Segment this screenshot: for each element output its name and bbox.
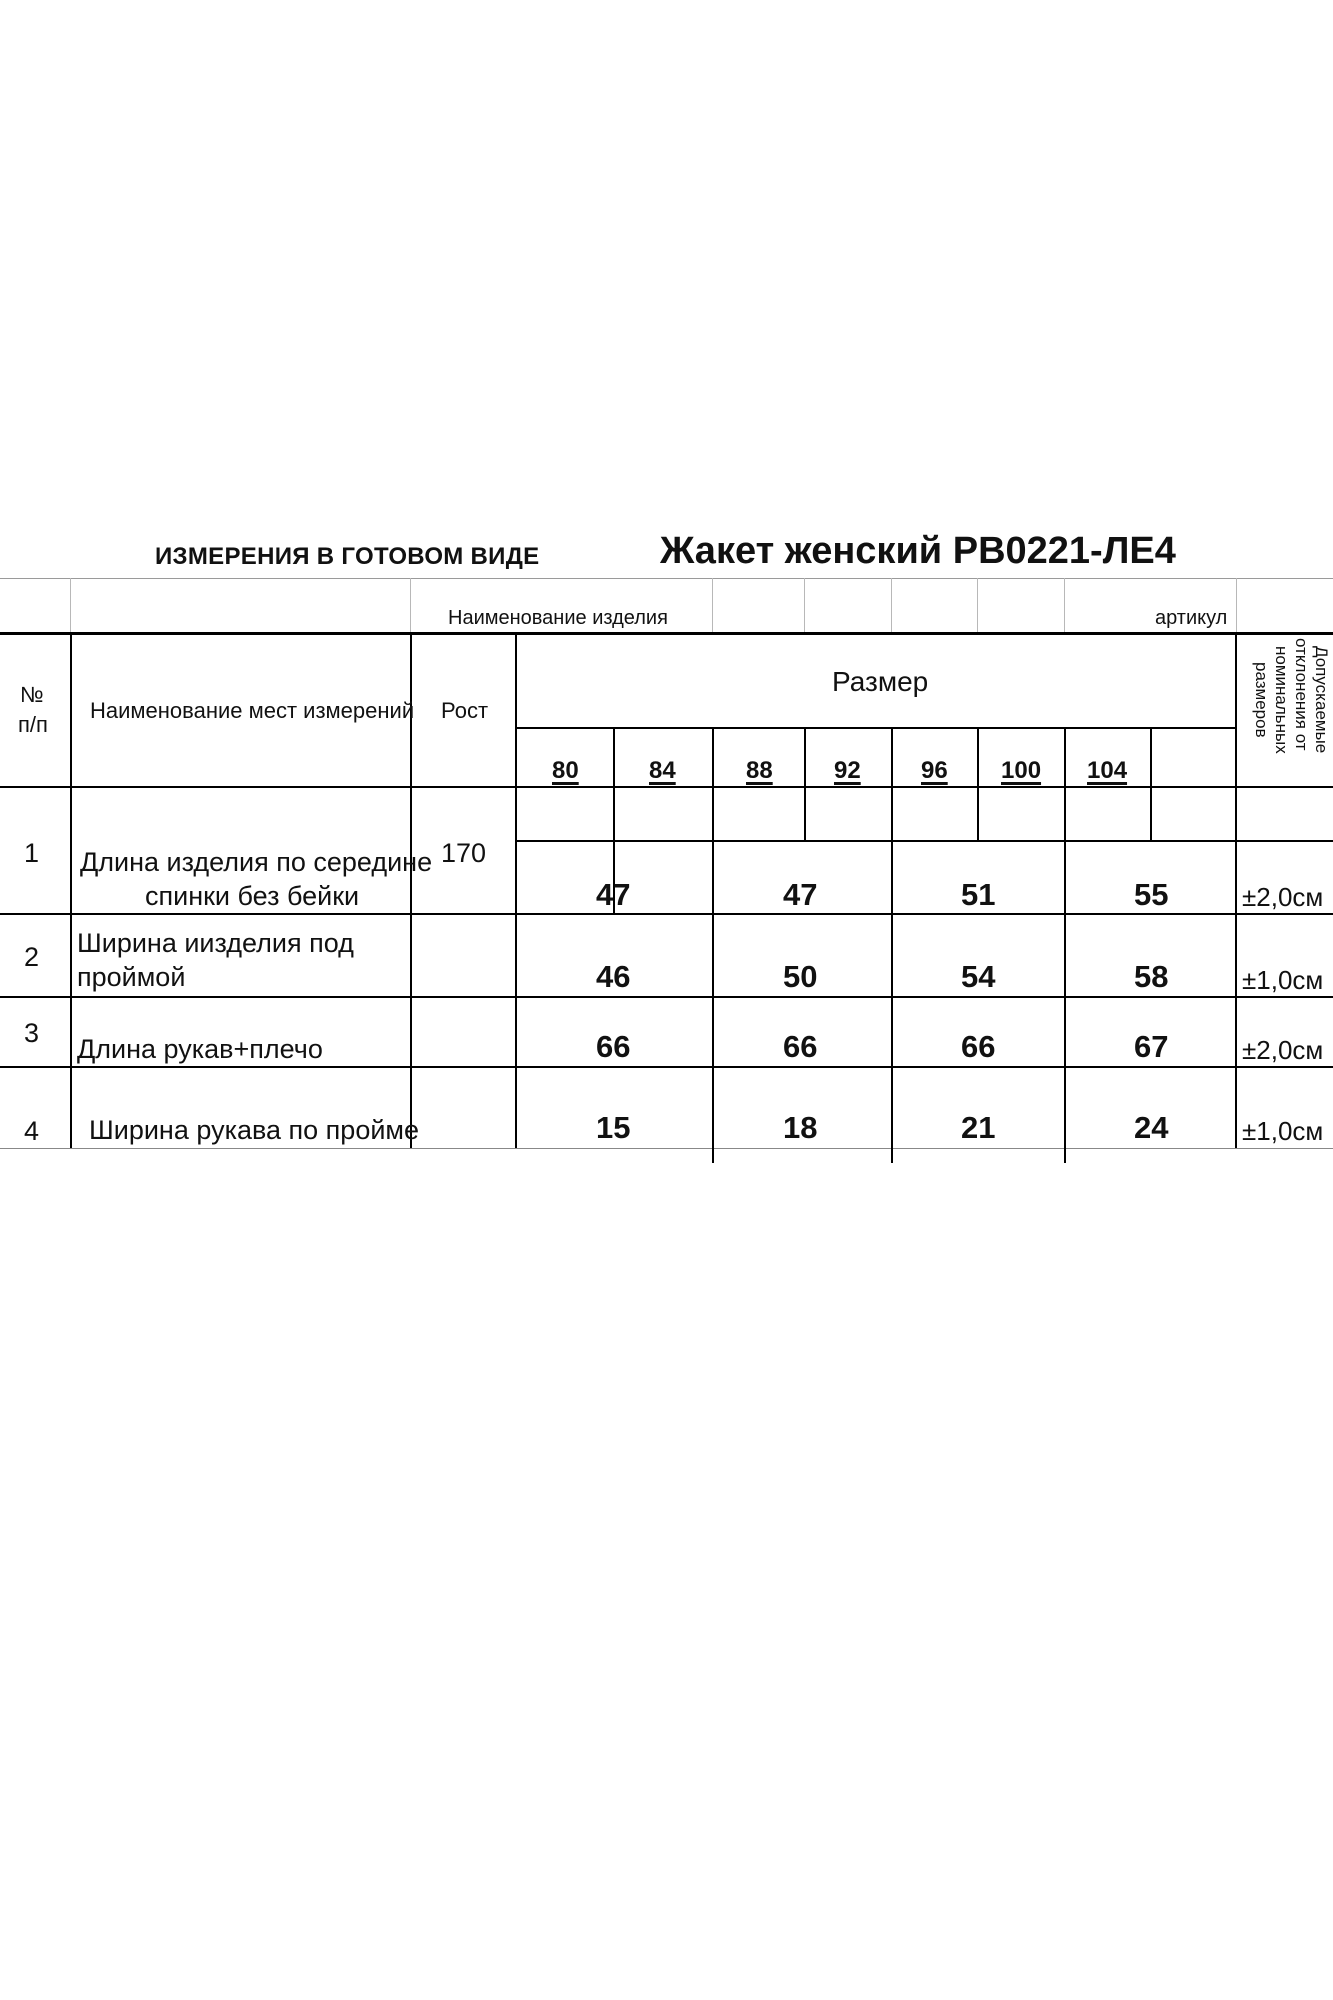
size-col-divider (1150, 727, 1152, 840)
table-heading: ИЗМЕРЕНИЯ В ГОТОВОМ ВИДЕ (155, 543, 540, 570)
size-col-divider (1064, 727, 1066, 1163)
col-divider (515, 632, 517, 1148)
size-col-divider (891, 727, 893, 1163)
row-value: 46 (596, 959, 631, 994)
size-row-divider (516, 840, 1236, 842)
row-name-line1: Ширина рукава по пройме (89, 1115, 419, 1145)
row-value: 15 (596, 1110, 631, 1145)
row-value: 47 (596, 877, 631, 912)
row-number: 3 (24, 1018, 40, 1048)
size-label: 100 (1001, 757, 1042, 784)
size-label: 96 (921, 757, 948, 784)
col-divider (70, 632, 72, 1148)
row-divider (0, 1066, 1333, 1068)
row-value: 66 (783, 1029, 818, 1064)
product-title: Жакет женский РВ0221-ЛЕ4 (660, 530, 1176, 572)
grid-line (977, 578, 978, 634)
row-value: 54 (961, 959, 996, 994)
row-number: 1 (24, 838, 40, 868)
size-col-divider (804, 727, 806, 840)
grid-line (410, 578, 411, 634)
tolerance-header-line1: Допускаемые (1312, 646, 1331, 754)
size-label: 80 (552, 757, 579, 784)
grid-line (70, 578, 71, 634)
row-divider (0, 913, 1333, 915)
number-header-line2: п/п (18, 712, 48, 737)
size-label: 104 (1087, 757, 1128, 784)
grid-line (804, 578, 805, 634)
article-label: артикул (1155, 607, 1228, 629)
row-tolerance: ±2,0см (1242, 1035, 1324, 1065)
row-name-line1: Длина изделия по середине (80, 847, 433, 877)
row-tolerance: ±2,0см (1242, 882, 1324, 912)
grid-line (891, 578, 892, 634)
grid-line (712, 578, 713, 634)
tolerance-header-line4: размеров (1252, 662, 1271, 738)
tolerance-header-line3: номинальных (1272, 646, 1291, 754)
size-col-divider (712, 727, 714, 1163)
size-label: 88 (746, 757, 773, 784)
row-value: 58 (1134, 959, 1169, 994)
number-header-line1: № (20, 682, 44, 707)
height-header: Рост (441, 698, 489, 723)
row-value: 24 (1134, 1110, 1169, 1145)
row-tolerance: ±1,0см (1242, 1116, 1324, 1146)
row-number: 4 (24, 1116, 40, 1146)
row-value: 50 (783, 959, 818, 994)
size-label: 84 (649, 757, 676, 784)
row-name-line1: Ширина иизделия под (77, 928, 354, 958)
grid-line (0, 578, 1333, 579)
product-name-label: Наименование изделия (448, 607, 668, 629)
row-value: 18 (783, 1110, 818, 1145)
row-name-line2: спинки без бейки (145, 881, 360, 911)
row-name-line1: Длина рукав+плечо (77, 1034, 323, 1064)
row-value: 51 (961, 877, 996, 912)
row-number: 2 (24, 942, 40, 972)
table-bottom-border (0, 1148, 1333, 1149)
size-label: 92 (834, 757, 861, 784)
table-top-border (0, 632, 1333, 635)
grid-line (1236, 578, 1237, 634)
row-value: 21 (961, 1110, 996, 1145)
row-value: 66 (596, 1029, 631, 1064)
row-value: 55 (1134, 877, 1169, 912)
grid-line (1064, 578, 1065, 634)
row-value: 67 (1134, 1029, 1169, 1064)
col-divider (1235, 632, 1237, 1148)
header-bottom-border (0, 786, 1333, 788)
row-value: 66 (961, 1029, 996, 1064)
size-header-divider (516, 727, 1236, 729)
size-header: Размер (832, 666, 929, 697)
measure-place-header: Наименование мест измерений (90, 698, 415, 723)
size-col-divider (977, 727, 979, 840)
row-divider (0, 996, 1333, 998)
tolerance-divider (1236, 840, 1333, 842)
tolerance-header-line2: отклонения от (1292, 638, 1311, 751)
row-height: 170 (441, 838, 487, 868)
row-name-line2: проймой (77, 962, 186, 992)
row-tolerance: ±1,0см (1242, 965, 1324, 995)
row-value: 47 (783, 877, 818, 912)
